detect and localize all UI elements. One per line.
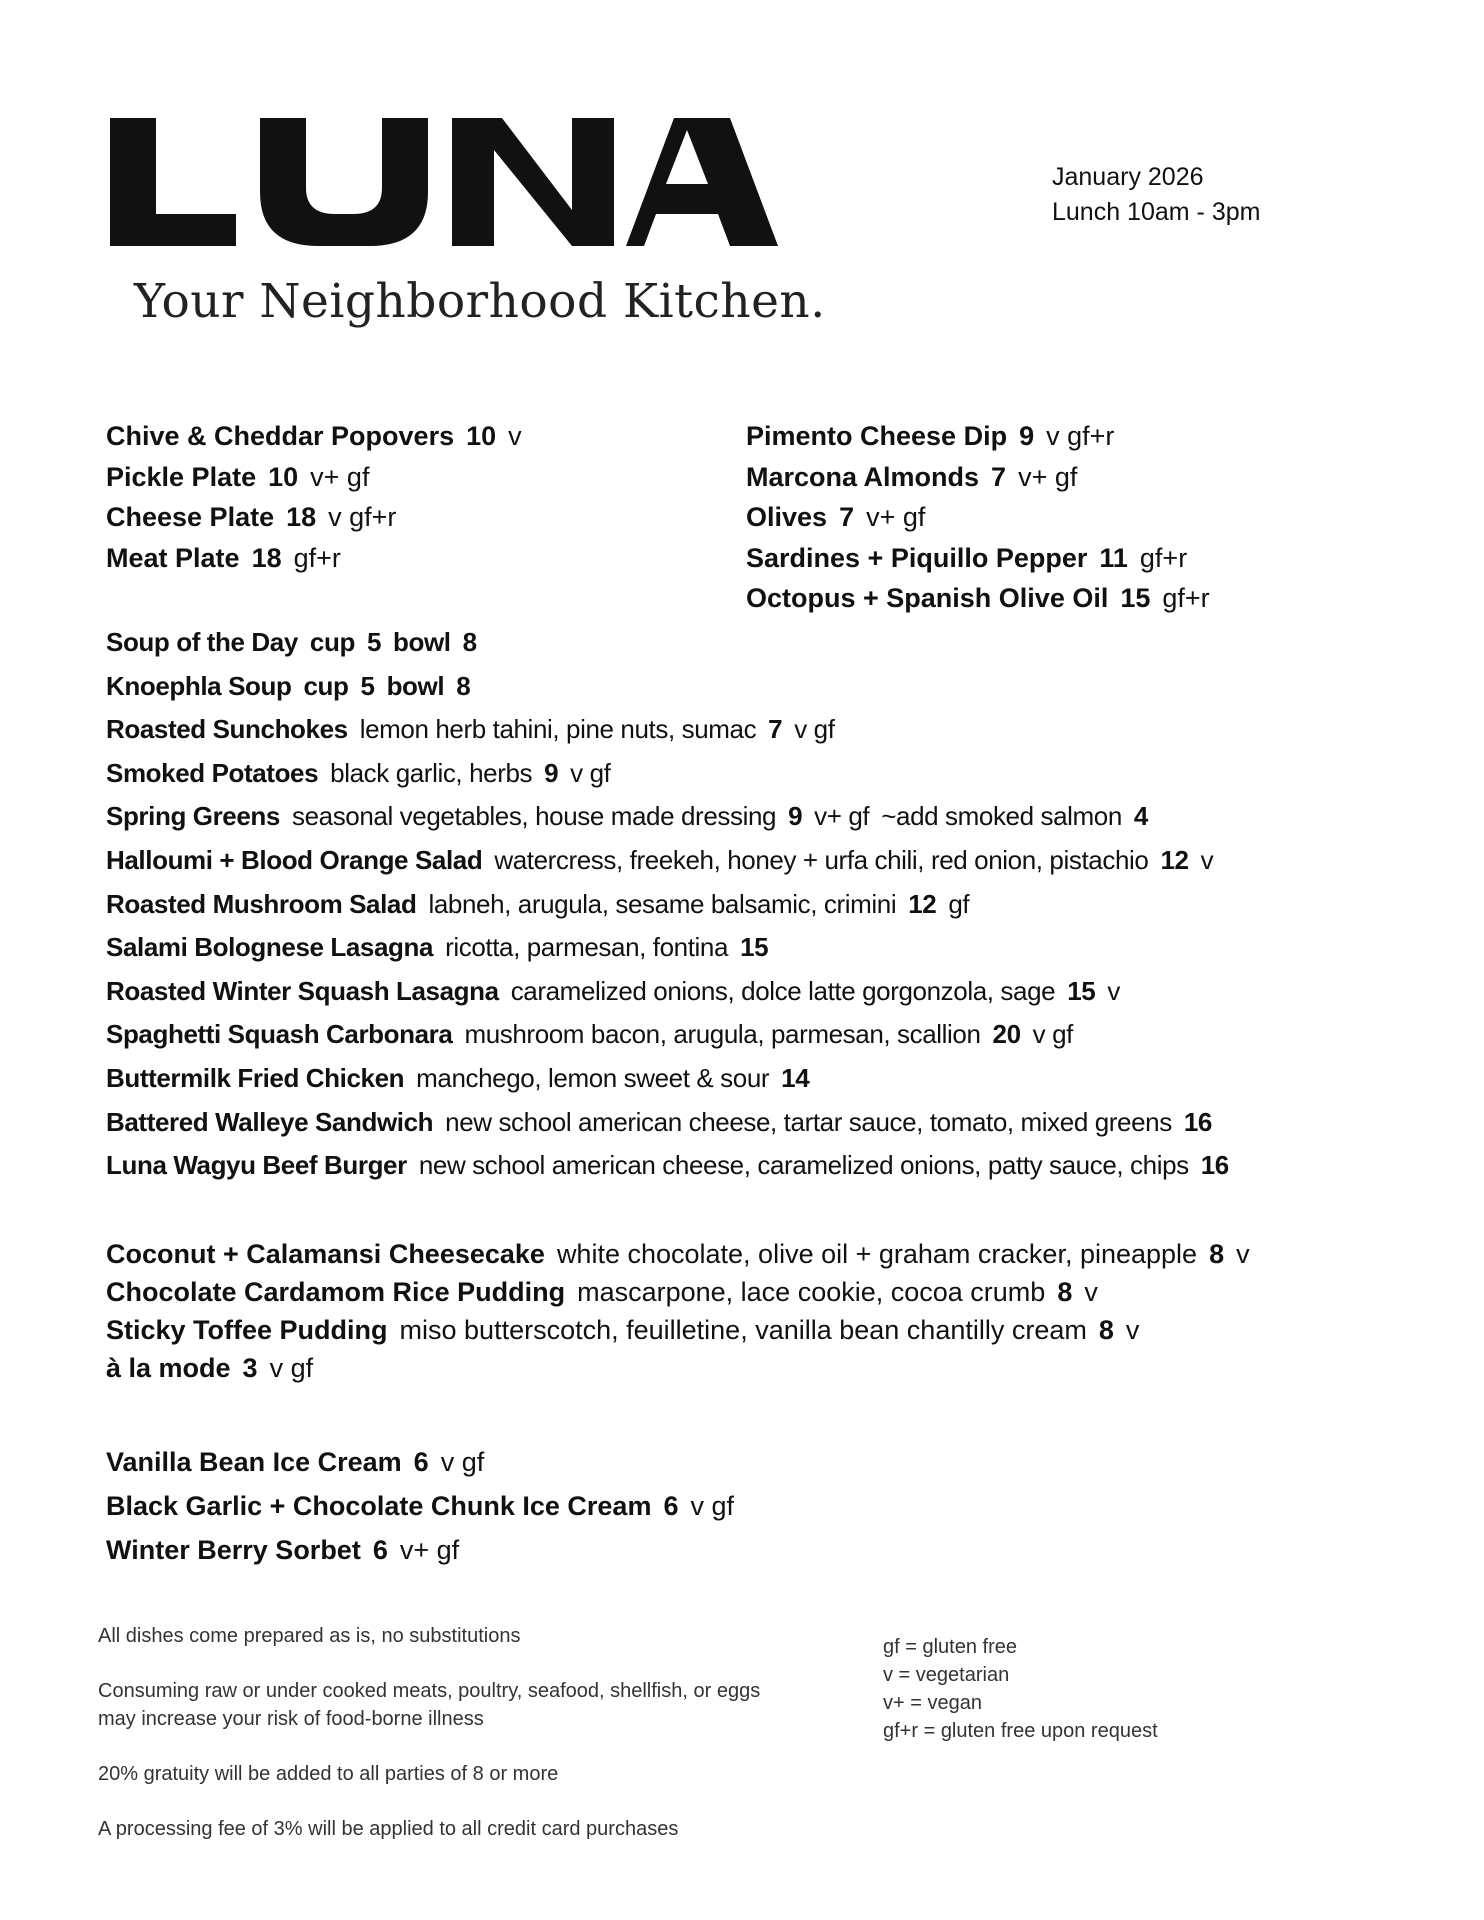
dietary-legend (883, 1633, 1158, 1745)
luna-logo (110, 118, 778, 246)
menu-item: Spaghetti Squash Carbonara mushroom bacon, arugula, parmesan, scallion 20 v gf (106, 1019, 1073, 1050)
menu-item: Halloumi + Blood Orange Salad watercress, freekeh, honey + urfa chili, red onion, pistachio 12 v (106, 844, 1214, 875)
menu-item: Roasted Sunchokes lemon herb tahini, pine nuts, sumac 7 v gf (106, 714, 835, 745)
addon-text: ~add smoked salmon (881, 801, 1122, 832)
menu-item: Sticky Toffee Pudding miso butterscotch, feuilletine, vanilla bean chantilly cream 8 v (106, 1315, 1140, 1345)
menu-item: Pickle Plate 10 v+ gf (106, 461, 370, 492)
menu-item: Chive & Cheddar Popovers 10 v (106, 421, 522, 451)
menu-item: Spring Greens seasonal vegetables, house made dressing 9 v+ gf ~add smoked salmon 4 (106, 801, 1148, 832)
menu-item: Cheese Plate 18 v gf+r (106, 502, 397, 532)
note-no-substitutions: All dishes come prepared as is, no substitutions (98, 1625, 521, 1647)
menu-date: January 2026 (1052, 163, 1204, 191)
small-plates-left (106, 416, 522, 578)
menu-item: Black Garlic + Chocolate Chunk Ice Cream 6 v gf (106, 1491, 735, 1521)
tagline: Your Neighborhood Kitchen. (134, 274, 826, 329)
menu-item: Roasted Mushroom Salad labneh, arugula, sesame balsamic, crimini 12 gf (106, 888, 970, 919)
legend-item: gf+r = gluten free upon request (883, 1720, 1158, 1742)
menu-item: Vanilla Bean Ice Cream 6 v gf (106, 1447, 485, 1477)
menu-item: Roasted Winter Squash Lasagna caramelized onions, dolce latte gorgonzola, sage 15 v (106, 975, 1120, 1006)
ice-cream-section (106, 1440, 734, 1572)
small-plates-right (746, 416, 1210, 619)
menu-item: Coconut + Calamansi Cheesecake white chocolate, olive oil + graham cracker, pineapple 8 v (106, 1239, 1250, 1269)
menu-item: à la mode 3 v gf (106, 1353, 314, 1383)
menu-item: Luna Wagyu Beef Burger new school american cheese, caramelized onions, patty sauce, chips 16 (106, 1150, 1229, 1181)
menu-item: Battered Walleye Sandwich new school american cheese, tartar sauce, tomato, mixed greens 16 (106, 1106, 1212, 1137)
note-gratuity: 20% gratuity will be added to all parties of 8 or more (98, 1763, 559, 1785)
note-food-safety: Consuming raw or under cooked meats, poultry, seafood, shellfish, or eggs may increase your risk of food-borne illness (98, 1680, 761, 1730)
menu-item: Marcona Almonds 7 v+ gf (746, 461, 1078, 492)
service-hours: Lunch 10am - 3pm (1052, 198, 1261, 226)
luna-logo-art (110, 118, 778, 246)
menu-item: Buttermilk Fried Chicken manchego, lemon sweet & sour 14 (106, 1062, 810, 1093)
soup-item: Knoephla Soup cup 5 bowl 8 (106, 670, 471, 701)
menu-item: Octopus + Spanish Olive Oil 15 gf+r (746, 583, 1210, 613)
mains-section (106, 621, 1229, 1188)
menu-item: Olives 7 v+ gf (746, 502, 926, 532)
menu-item: Chocolate Cardamom Rice Pudding mascarpone, lace cookie, cocoa crumb 8 v (106, 1277, 1098, 1307)
soup-item: Soup of the Day cup 5 bowl 8 (106, 627, 477, 657)
legend-item: gf = gluten free (883, 1636, 1017, 1658)
note-processing-fee: A processing fee of 3% will be applied to all credit card purchases (98, 1818, 679, 1840)
header-info (1052, 160, 1260, 230)
menu-item: Salami Bolognese Lasagna ricotta, parmesan, fontina 15 (106, 932, 769, 963)
menu-item: Winter Berry Sorbet 6 v+ gf (106, 1535, 460, 1565)
footer-notes (98, 1622, 818, 1870)
menu-item: Pimento Cheese Dip 9 v gf+r (746, 421, 1115, 451)
legend-item: v+ = vegan (883, 1692, 982, 1714)
desserts-section (106, 1235, 1250, 1387)
menu-item: Meat Plate 18 gf+r (106, 542, 341, 573)
menu-item: Sardines + Piquillo Pepper 11 gf+r (746, 542, 1188, 573)
legend-item: v = vegetarian (883, 1664, 1010, 1686)
menu-item: Smoked Potatoes black garlic, herbs 9 v gf (106, 757, 611, 788)
